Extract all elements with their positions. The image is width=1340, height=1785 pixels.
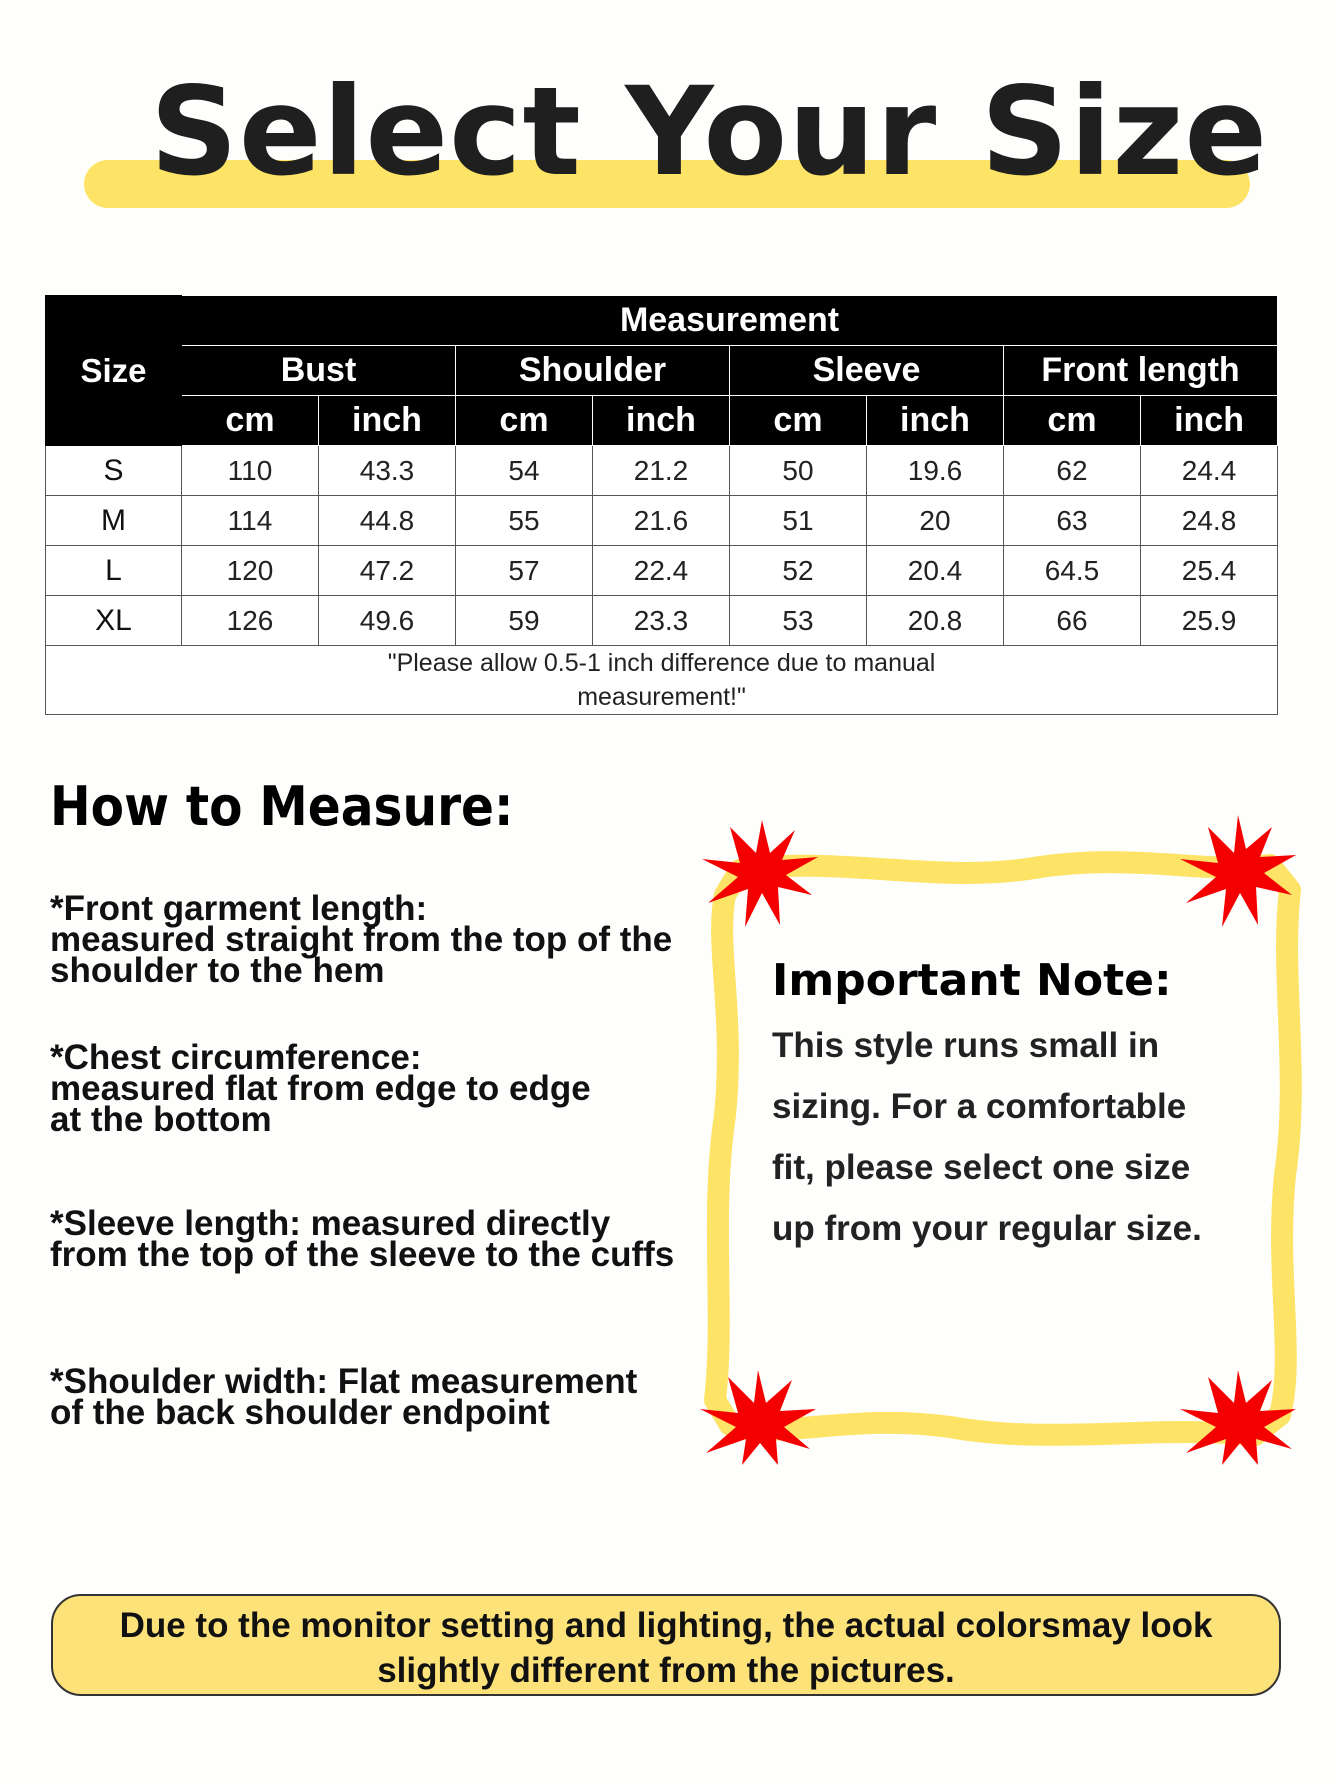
- measure-line: measured straight from the top of the: [50, 920, 673, 959]
- table-cell: 120: [182, 546, 319, 596]
- table-cell: 53: [730, 596, 867, 646]
- group-header-front-length: Front length: [1004, 346, 1278, 396]
- size-header: Size: [46, 296, 182, 446]
- table-row: [46, 546, 1278, 596]
- table-cell: 21.6: [593, 496, 730, 546]
- measure-line: *Front garment length:: [50, 889, 428, 928]
- size-label: L: [46, 546, 182, 596]
- table-cell: 64.5: [1004, 546, 1141, 596]
- unit-header: cm: [182, 396, 319, 446]
- table-row: [46, 596, 1278, 646]
- unit-header: cm: [730, 396, 867, 446]
- table-cell: 20.4: [867, 546, 1004, 596]
- size-label: S: [46, 446, 182, 496]
- unit-header: inch: [867, 396, 1004, 446]
- table-cell: 63: [1004, 496, 1141, 546]
- note-line: sizing. For a comfortable: [772, 1087, 1187, 1126]
- table-cell: 20.8: [867, 596, 1004, 646]
- unit-header: inch: [319, 396, 456, 446]
- table-cell: 21.2: [593, 446, 730, 496]
- table-cell: 110: [182, 446, 319, 496]
- table-cell: 57: [456, 546, 593, 596]
- table-cell: 52: [730, 546, 867, 596]
- table-cell: 23.3: [593, 596, 730, 646]
- disclaimer-line: slightly different from the pictures.: [377, 1651, 955, 1690]
- table-cell: 25.9: [1141, 596, 1278, 646]
- table-cell: 44.8: [319, 496, 456, 546]
- measure-line: shoulder to the hem: [50, 951, 385, 990]
- measurement-header: Measurement: [182, 296, 1278, 346]
- group-header-shoulder: Shoulder: [456, 346, 730, 396]
- measure-item-shoulder: [50, 1362, 710, 1432]
- table-cell: 50: [730, 446, 867, 496]
- table-cell: 66: [1004, 596, 1141, 646]
- table-cell: 47.2: [319, 546, 456, 596]
- measure-line: from the top of the sleeve to the cuffs: [50, 1235, 675, 1274]
- size-chart-table: [45, 295, 1278, 715]
- measure-item-chest: [50, 1038, 710, 1139]
- note-line: up from your regular size.: [772, 1209, 1202, 1248]
- measure-line: measured flat from edge to edge: [50, 1069, 591, 1108]
- measure-line: *Chest circumference:: [50, 1038, 422, 1077]
- measurement-note: "Please allow 0.5-1 inch difference due to manual measurement!": [46, 646, 1278, 715]
- unit-header: inch: [593, 396, 730, 446]
- measure-line: of the back shoulder endpoint: [50, 1393, 550, 1432]
- group-header-sleeve: Sleeve: [730, 346, 1004, 396]
- table-cell: 25.4: [1141, 546, 1278, 596]
- table-cell: 55: [456, 496, 593, 546]
- how-to-measure-title: How to Measure:: [50, 775, 514, 838]
- measure-line: *Sleeve length: measured directly: [50, 1204, 611, 1243]
- unit-header: cm: [1004, 396, 1141, 446]
- table-cell: 22.4: [593, 546, 730, 596]
- important-note-title: Important Note:: [772, 955, 1172, 1006]
- disclaimer-line: Due to the monitor setting and lighting, the actual colorsmay look: [119, 1606, 1213, 1645]
- size-label: M: [46, 496, 182, 546]
- unit-header: cm: [456, 396, 593, 446]
- table-cell: 54: [456, 446, 593, 496]
- table-cell: 24.4: [1141, 446, 1278, 496]
- table-row: [46, 496, 1278, 546]
- table-cell: 43.3: [319, 446, 456, 496]
- measure-line: at the bottom: [50, 1100, 272, 1139]
- note-line: This style runs small in: [772, 1026, 1160, 1065]
- measure-item-sleeve: [50, 1204, 710, 1274]
- unit-header: inch: [1141, 396, 1278, 446]
- table-cell: 114: [182, 496, 319, 546]
- table-cell: 51: [730, 496, 867, 546]
- title-section: [0, 0, 1340, 230]
- table-cell: 59: [456, 596, 593, 646]
- table-cell: 19.6: [867, 446, 1004, 496]
- measure-line: *Shoulder width: Flat measurement: [50, 1362, 638, 1401]
- size-label: XL: [46, 596, 182, 646]
- table-cell: 24.8: [1141, 496, 1278, 546]
- page-title: Select Your Size: [150, 61, 1269, 203]
- table-cell: 126: [182, 596, 319, 646]
- table-cell: 49.6: [319, 596, 456, 646]
- table-cell: 62: [1004, 446, 1141, 496]
- table-row: [46, 446, 1278, 496]
- important-note-body: [772, 1015, 1242, 1259]
- table-cell: 20: [867, 496, 1004, 546]
- color-disclaimer-banner: [51, 1594, 1281, 1696]
- measure-item-front-length: [50, 889, 710, 990]
- group-header-bust: Bust: [182, 346, 456, 396]
- note-line: fit, please select one size: [772, 1148, 1191, 1187]
